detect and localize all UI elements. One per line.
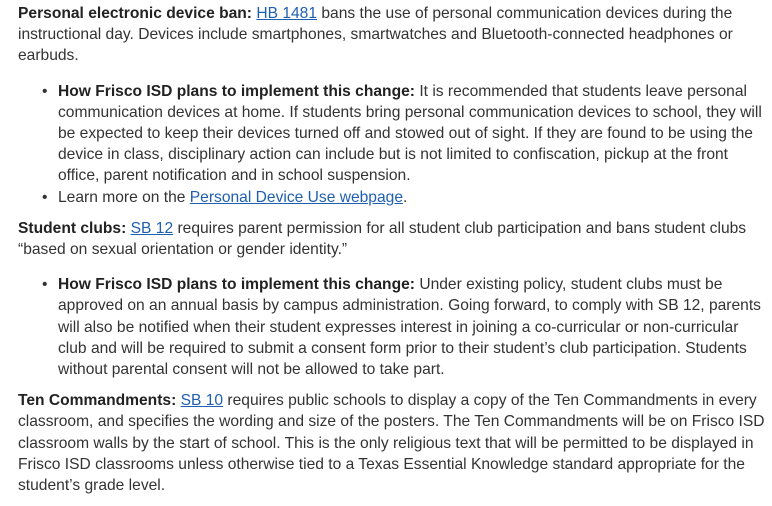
student-clubs-text: requires parent permission for all student club participation and bans student clubs “based on sexual orientation or gender identity.” — [18, 219, 747, 259]
ten-commandments-paragraph — [18, 390, 770, 496]
device-ban-list — [18, 81, 770, 208]
learn-more-suffix: . — [403, 188, 408, 206]
device-ban-paragraph — [18, 3, 770, 67]
list-item — [58, 274, 770, 380]
list-item — [58, 81, 770, 187]
ten-commandments-text: requires public schools to display a copy of the Ten Commandments in every classroom, and specifies the wording and size of the posters. The Ten Commandments will be on Frisco ISD classroom walls by the start of school. This is the only religious text that will be permitted to be displayed in Frisco ISD classrooms unless otherwise tied to a Texas Essential Knowledge standard appropriate for the student’s grade level. — [18, 392, 765, 495]
student-clubs-list — [18, 274, 770, 380]
sb-10-link[interactable]: SB 10 — [180, 392, 224, 410]
list-item — [58, 187, 770, 208]
hb-1481-link[interactable]: HB 1481 — [256, 5, 318, 22]
device-ban-text: bans the use of personal communication devices during the instructional day. Devices include smartphones, smartwatches and Bluetooth-connected headphones or earbuds. — [18, 5, 733, 65]
implementation-text: Under existing policy, student clubs must be approved on an annual basis by campus administration. Going forward, to comply with SB 12, parents will also be notified when their student expresses interest in joining a co-curricular or non-curricular club and will be required to submit a consent form prior to their student’s club participation. Students without parental consent will not be allowed to take part. — [58, 276, 761, 379]
sb-12-link[interactable]: SB 12 — [130, 219, 174, 237]
student-clubs-heading: Student clubs: — [18, 219, 127, 237]
device-ban-heading: Personal electronic device ban: — [18, 5, 252, 22]
ten-commandments-heading: Ten Commandments: — [18, 392, 177, 410]
implementation-text: It is recommended that students leave personal communication devices at home. If students bring personal communication devices to school, they will be expected to keep their devices turned off and stowed out of sight. If they are found to be using the device in class, disciplinary action can include but is not limited to confiscation, pickup at the front office, parent notification and in school suspension. — [58, 82, 762, 185]
learn-more-prefix: Learn more on the — [58, 188, 190, 206]
implementation-heading: How Frisco ISD plans to implement this change: — [58, 82, 415, 100]
implementation-heading: How Frisco ISD plans to implement this change: — [58, 276, 415, 294]
student-clubs-paragraph — [18, 218, 770, 260]
personal-device-use-link[interactable]: Personal Device Use webpage — [189, 188, 403, 206]
